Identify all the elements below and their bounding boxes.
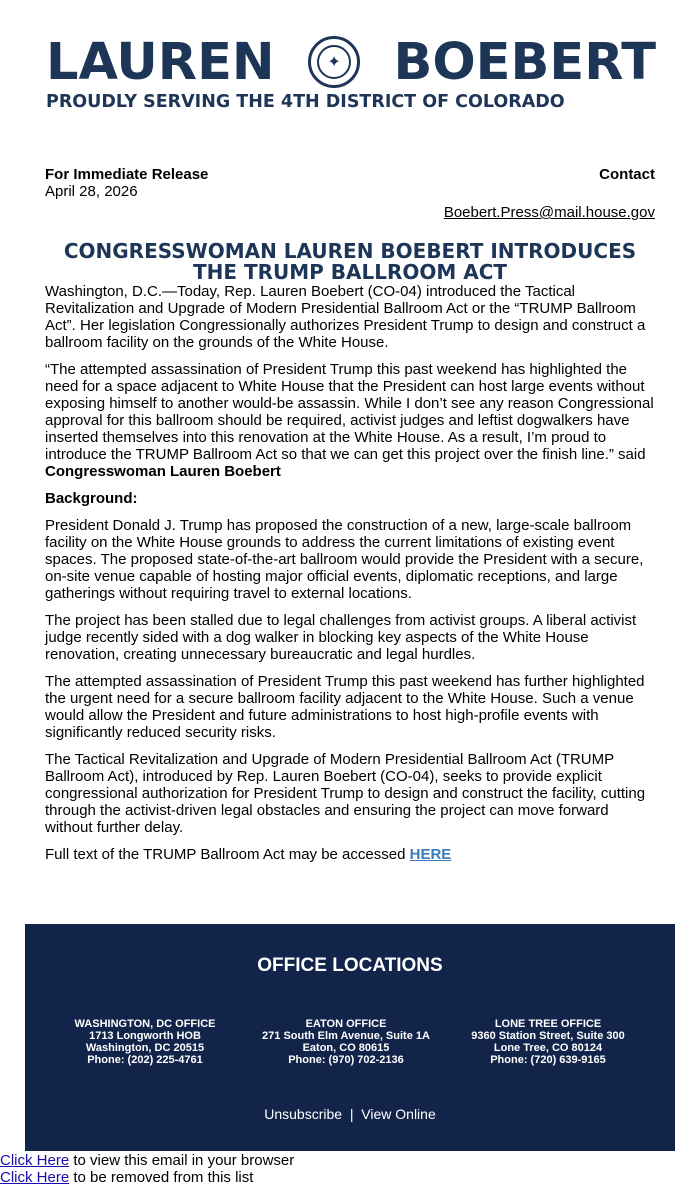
paragraph-full-text	[45, 846, 660, 863]
remove-from-list-line	[0, 1169, 700, 1186]
paragraph-background-2: The project has been stalled due to legal challenges from activist groups. A liberal activist judge recently sided with a dog walker in blocking key aspects of the White House renovation, creating unnecessary bureaucratic and legal hurdles.	[45, 612, 637, 663]
office-address: 1713 Longworth HOB	[89, 1030, 201, 1042]
paragraph-background-4: The Tactical Revitalization and Upgrade of Modern Presidential Ballroom Act (TRUMP Ballroom Act), introduced by Rep. Lauren Boebert (CO-04), seeks to provide explicit congressional authorization for President Trump to design and construct the facility, cutting through the activist-driven legal obstacles and ensuring the project can move forward without further delay.	[45, 751, 646, 836]
full-text-label: Full text of the TRUMP Ballroom Act may be accessed	[45, 846, 406, 863]
paragraph-background-1: President Donald J. Trump has proposed the construction of a new, large-scale ballroom facility on the White House grounds to address the current limitations of existing event spaces. The proposed state-of-the-art ballroom would provide the President with a secure, on-site venue capable of hosting major official events, diplomatic receptions, and large gatherings without requiring travel to external locations.	[45, 517, 644, 602]
office-name: LONE TREE OFFICE	[494, 1018, 602, 1030]
release-date: April 28, 2026	[45, 183, 138, 200]
view-in-browser-line	[0, 1152, 700, 1169]
email-bottom-links	[0, 1152, 700, 1186]
contact-email-link[interactable]: Boebert.Press@mail.house.gov	[443, 204, 655, 221]
letterhead	[0, 0, 700, 130]
office-locations-footer	[25, 924, 675, 1151]
quote-text: “The attempted assassination of President Trump this past weekend has highlighted the need for a space adjacent to White House that the President can host large events without exposing himself to another would-be assassin. While I don’t see any reason Congressional approval for this ballroom should be required, activist judges and leftist dogwalkers have inserted themselves into this renovation at the White House. As a result, I’m proud to introduce the TRUMP Ballroom Act so that we can get this project over the finish line.” said	[45, 361, 654, 463]
paragraph-quote	[45, 361, 660, 480]
footer-links	[25, 1106, 675, 1122]
tagline: PROUDLY SERVING THE 4TH DISTRICT OF COLORADO	[46, 92, 565, 112]
office-lone-tree	[448, 1018, 648, 1066]
name-last: BOEBERT	[393, 32, 656, 92]
headline-line-2: THE TRUMP BALLROOM ACT	[192, 260, 508, 284]
release-label: For Immediate Release	[45, 166, 209, 183]
contact-label: Contact	[599, 166, 655, 183]
office-name: WASHINGTON, DC OFFICE	[74, 1018, 216, 1030]
unsubscribe-link[interactable]: Unsubscribe	[264, 1106, 343, 1122]
here-link[interactable]: HERE	[409, 846, 452, 863]
office-phone: Phone: (720) 639-9165	[490, 1054, 606, 1066]
office-phone: Phone: (970) 702-2136	[288, 1054, 404, 1066]
name-first: LAUREN	[46, 32, 275, 92]
view-in-browser-link[interactable]: Click Here	[0, 1152, 70, 1169]
office-locations-title: OFFICE LOCATIONS	[257, 955, 443, 976]
paragraph-background-3: The attempted assassination of President Trump this past weekend has further highlighted the urgent need for a secure ballroom facility adjacent to the White House. Such a venue would allow the President and future administrations to host high-profile events with significantly reduced security risks.	[45, 673, 645, 741]
footer-separator: |	[349, 1106, 354, 1122]
headline-line-1: CONGRESSWOMAN LAUREN BOEBERT INTRODUCES	[63, 239, 637, 263]
paragraph-intro: Washington, D.C.—Today, Rep. Lauren Boebert (CO-04) introduced the Tactical Revitalization and Upgrade of Modern Presidential Ballroom Act or the “TRUMP Ballroom Act”. Her legislation Congressionally authorizes President Trump to design and construct a ballroom facility on the grounds of the White House.	[45, 283, 646, 351]
office-phone: Phone: (202) 225-4761	[87, 1054, 203, 1066]
office-city: Washington, DC 20515	[85, 1042, 205, 1054]
background-heading: Background:	[45, 490, 138, 507]
office-washington	[45, 1018, 245, 1066]
office-name: EATON OFFICE	[305, 1018, 387, 1030]
office-city: Eaton, CO 80615	[302, 1042, 390, 1054]
remove-from-list-link[interactable]: Click Here	[0, 1169, 70, 1186]
house-seal-icon	[308, 36, 360, 88]
press-headline	[45, 241, 655, 283]
contact-info	[599, 166, 655, 183]
office-eaton	[246, 1018, 446, 1066]
release-info	[45, 166, 208, 200]
office-city: Lone Tree, CO 80124	[493, 1042, 603, 1054]
office-address: 9360 Station Street, Suite 300	[471, 1030, 625, 1042]
press-body	[45, 283, 660, 873]
quote-speaker: Congresswoman Lauren Boebert	[45, 463, 281, 480]
view-online-link[interactable]: View Online	[361, 1106, 436, 1122]
letterhead-name	[46, 30, 656, 94]
view-in-browser-text: to view this email in your browser	[69, 1152, 295, 1169]
eagle-icon: ✦	[317, 45, 351, 79]
remove-from-list-text: to be removed from this list	[69, 1169, 254, 1186]
office-address: 271 South Elm Avenue, Suite 1A	[262, 1030, 430, 1042]
